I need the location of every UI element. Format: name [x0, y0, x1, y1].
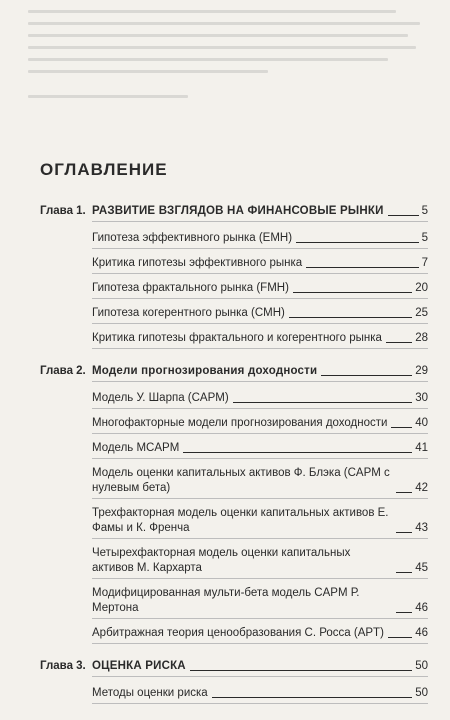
dot-leader — [306, 267, 418, 268]
dot-leader — [386, 342, 412, 343]
page-number: 40 — [415, 417, 428, 429]
page-number: 50 — [415, 660, 428, 672]
toc-entry[interactable] — [92, 506, 428, 539]
chapter-label: Глава 1. — [40, 205, 86, 217]
chapter-entry — [92, 659, 428, 677]
toc-entry[interactable] — [92, 626, 428, 644]
toc-entry[interactable] — [92, 256, 428, 274]
entry-title: Модель оценки капитальных активов Ф. Блэка (CAPM с нулевым бета) — [92, 467, 390, 494]
chapter-title: ОЦЕНКА РИСКА — [92, 660, 186, 672]
dot-leader — [183, 452, 412, 453]
toc-entry[interactable] — [92, 416, 428, 434]
chapter-label: Глава 2. — [40, 365, 86, 377]
toc-entry[interactable] — [92, 306, 428, 324]
page-number: 43 — [415, 522, 428, 534]
dot-leader — [388, 637, 412, 638]
dot-leader — [396, 532, 412, 533]
entry-title: Гипотеза эффективного рынка (EMH) — [92, 232, 293, 244]
dot-leader — [212, 697, 413, 698]
dot-leader — [289, 317, 412, 318]
chapter-2-row[interactable] — [40, 364, 428, 382]
page-number: 25 — [415, 307, 428, 319]
page-number: 46 — [415, 627, 428, 639]
page-number: 28 — [415, 332, 428, 344]
chapter-entry — [92, 364, 428, 382]
chapter-title: РАЗВИТИЕ ВЗГЛЯДОВ НА ФИНАНСОВЫЕ РЫНКИ — [92, 205, 384, 217]
toc-entry[interactable] — [92, 231, 428, 249]
entry-title: Критика гипотезы фрактального и когерентного рынка — [92, 332, 382, 344]
dot-leader — [233, 402, 413, 403]
toc-entry[interactable] — [92, 331, 428, 349]
page-number: 45 — [415, 562, 428, 574]
dot-leader — [190, 670, 412, 671]
dot-leader — [396, 612, 412, 613]
chapter-3-row[interactable] — [40, 659, 428, 677]
entry-title: Методы оценки риска — [92, 687, 208, 699]
toc-entry[interactable] — [92, 586, 428, 619]
toc-entry[interactable] — [92, 546, 428, 579]
entry-title: Многофакторные модели прогнозирования доходности — [92, 417, 388, 429]
entry-title: Модель MCAPM — [92, 442, 180, 454]
toc-entry[interactable] — [92, 686, 428, 704]
dot-leader — [391, 427, 412, 428]
chapter-label: Глава 3. — [40, 660, 86, 672]
page-number: 5 — [421, 232, 428, 244]
dot-leader — [296, 242, 419, 243]
entry-title: Трехфакторная модель оценки капитальных активов Е. Фамы и К. Френча — [92, 507, 389, 534]
page-number: 41 — [415, 442, 428, 454]
entry-title: Модифицированная мульти-бета модель CAPM Р. Мертона — [92, 587, 360, 614]
show-through-text — [28, 10, 428, 128]
page-number: 46 — [415, 602, 428, 614]
table-of-contents — [40, 160, 428, 711]
dot-leader — [321, 375, 412, 376]
chapter-1-row[interactable] — [40, 204, 428, 222]
entry-title: Модель У. Шарпа (CAPM) — [92, 392, 229, 404]
toc-entry[interactable] — [92, 466, 428, 499]
chapter-title: Модели прогнозирования доходности — [92, 365, 318, 377]
page-number: 29 — [415, 365, 428, 377]
dot-leader — [396, 572, 412, 573]
dot-leader — [396, 492, 412, 493]
entry-title: Гипотеза фрактального рынка (FMH) — [92, 282, 289, 294]
toc-entry[interactable] — [92, 281, 428, 299]
entry-title: Четырехфакторная модель оценки капитальных активов М. Кархарта — [92, 547, 351, 574]
toc-heading: ОГЛАВЛЕНИЕ — [40, 160, 168, 179]
entry-title: Критика гипотезы эффективного рынка — [92, 257, 303, 269]
page-number: 50 — [415, 687, 428, 699]
chapter-entry — [92, 204, 428, 222]
page-number: 5 — [421, 205, 428, 217]
page-number: 20 — [415, 282, 428, 294]
page-number: 7 — [421, 257, 428, 269]
dot-leader — [293, 292, 412, 293]
entry-title: Арбитражная теория ценообразования С. Росса (APT) — [92, 627, 384, 639]
dot-leader — [388, 215, 419, 216]
toc-entry[interactable] — [92, 441, 428, 459]
toc-entry[interactable] — [92, 391, 428, 409]
page-number: 30 — [415, 392, 428, 404]
page-number: 42 — [415, 482, 428, 494]
entry-title: Гипотеза когерентного рынка (CMH) — [92, 307, 285, 319]
